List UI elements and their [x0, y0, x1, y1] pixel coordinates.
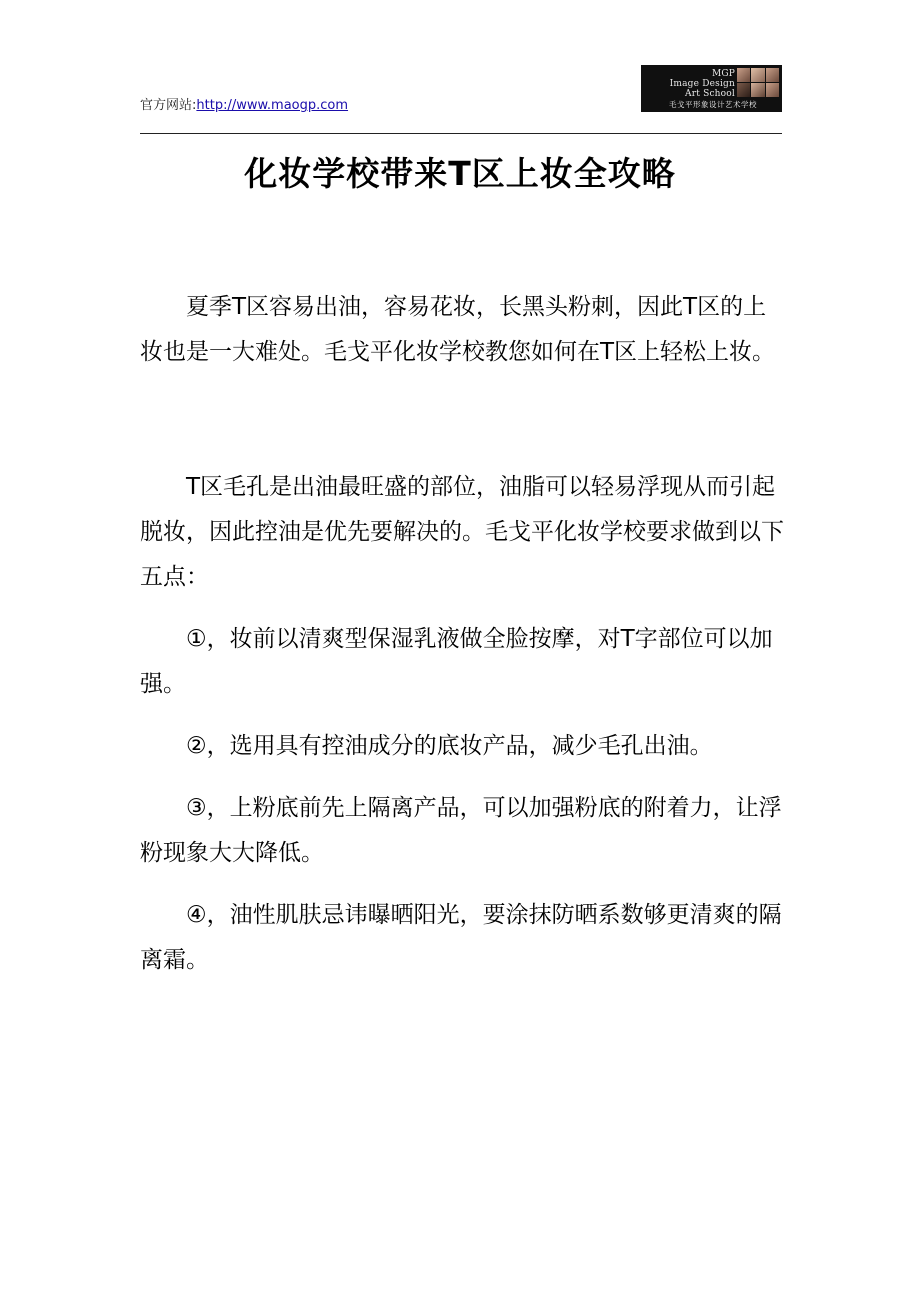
logo-face-cell: [766, 68, 779, 82]
paragraph-point-1: ①，妆前以清爽型保湿乳液做全脸按摩，对T字部位可以加强。: [140, 626, 773, 697]
header-divider: [140, 133, 782, 134]
paragraph-point-3: ③，上粉底前先上隔离产品，可以加强粉底的附着力，让浮粉现象大大降低。: [140, 795, 782, 866]
logo-line-art-school: Art School: [685, 89, 735, 99]
official-website-line: [140, 98, 348, 114]
logo-face-cell: [751, 68, 764, 82]
official-website-link[interactable]: http://www.maogp.com: [196, 98, 349, 113]
logo-face-cell: [737, 68, 750, 82]
paragraph-pores: T区毛孔是出油最旺盛的部位，油脂可以轻易浮现从而引起脱妆，因此控油是优先要解决的。毛戈平化妆学校要求做到以下五点：: [140, 474, 784, 590]
logo-chinese-name: 毛戈平形象设计艺术学校: [669, 100, 757, 109]
document-body: [140, 285, 788, 983]
school-logo: [641, 65, 782, 112]
paragraph-intro: 夏季T区容易出油，容易花妆，长黑头粉刺，因此T区的上妆也是一大难处。毛戈平化妆学校教您如何在T区上轻松上妆。: [140, 294, 776, 365]
logo-line-image-design: Image Design: [669, 79, 735, 89]
logo-face-photo-icon: [737, 68, 779, 97]
page-header: [140, 62, 782, 134]
logo-line-mgp: MGP: [711, 69, 735, 79]
paragraph-point-4: ④，油性肌肤忌讳曝晒阳光，要涂抹防晒系数够更清爽的隔离霜。: [140, 902, 782, 973]
logo-face-cell: [751, 83, 764, 97]
logo-text: [649, 69, 735, 99]
logo-face-cell: [766, 83, 779, 97]
official-website-label: 官方网站:: [140, 98, 197, 113]
paragraph-point-2: ②，选用具有控油成分的底妆产品，减少毛孔出油。: [186, 733, 713, 759]
document-title: 化妆学校带来T区上妆全攻略: [244, 154, 676, 193]
logo-face-cell: [737, 83, 750, 97]
